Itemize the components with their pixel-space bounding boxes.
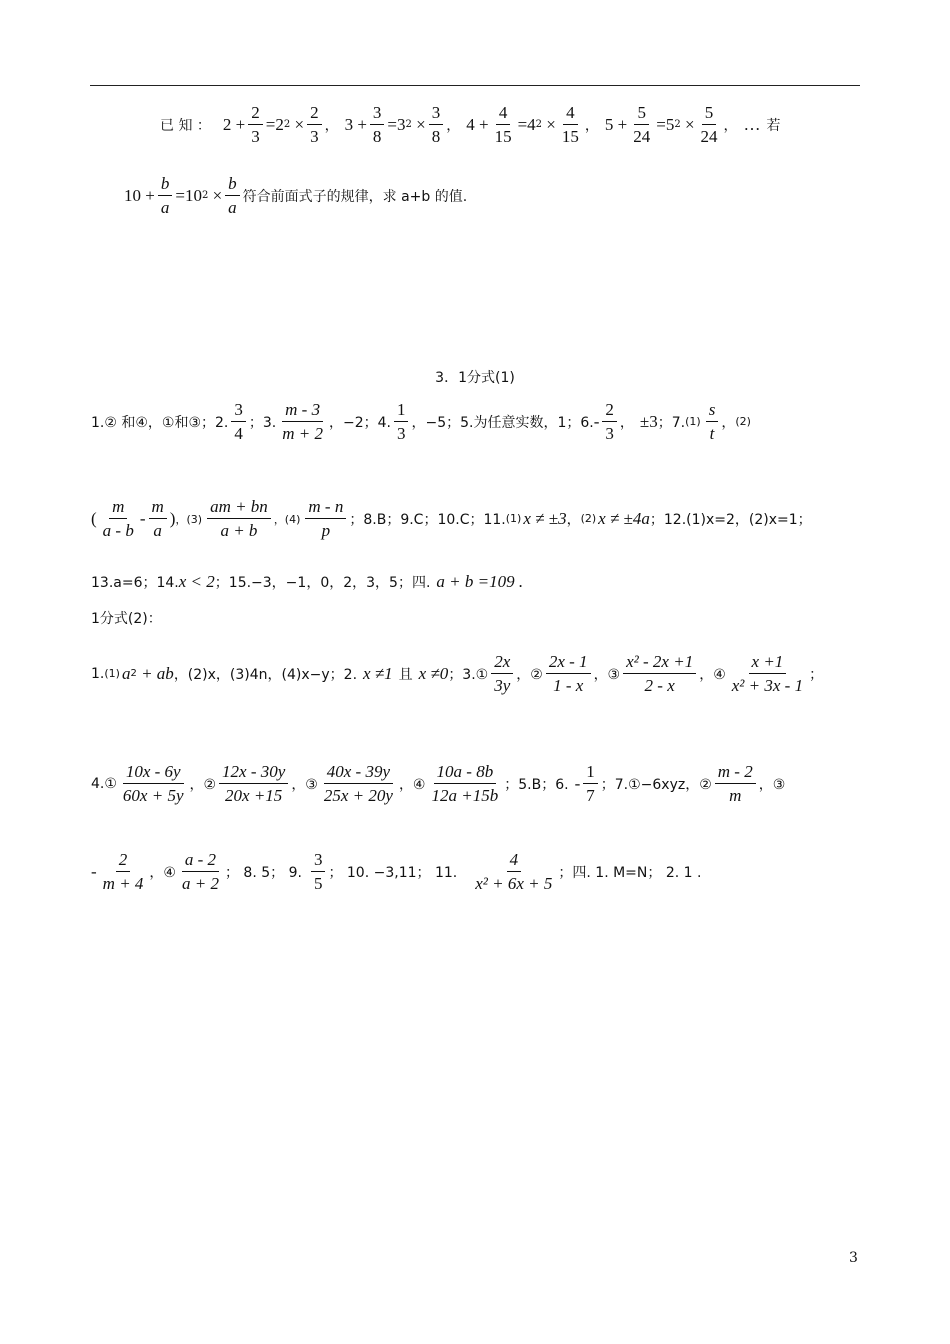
fraction: $\frac{4}{15}$ [561, 103, 579, 146]
ellipsis: … [743, 114, 761, 134]
fraction: $\frac{2x}{3y}$ [491, 652, 513, 695]
fraction: $\frac{10a - 8b}{12a +15b}$ [431, 762, 499, 805]
fraction: $\frac{5}{24}$ [700, 103, 718, 146]
answer-row: - $\frac{2}{m + 4}$ ，④ $\frac{a - 2}{a + 2}$ ； 8. 5； 9. $\frac{3}{5}$ ； 10. −3,11； 11. $\frac{4}{\text{x² + 6x + 5}}$ ；四. 1. M=N； 2. 1 . [91, 850, 702, 893]
problem-line-2: 10 + $\frac{b}{a}$ = 10 2 × $\frac{b}{a}$ 符合前面式子的规律，求 a+b 的值. [124, 174, 468, 217]
fraction: $\frac{x +1}{\text{x² + 3x - 1}}$ [731, 652, 804, 695]
fraction: $\frac{3}{8}$ [370, 103, 385, 146]
section-title-2: 1分式(2)： [91, 611, 162, 627]
fraction: $\frac{5}{24}$ [633, 103, 651, 146]
fraction: $\frac{2}{3}$ [248, 103, 263, 146]
fraction: $\frac{10x - 6y}{60x + 5y}$ [122, 762, 184, 805]
fraction: $\frac{m}{a}$ [149, 497, 167, 540]
answer-row: 13.a=6；14. x < 2 ；15.−3，−1，0，2，3，5；四. a + b =109 . [91, 572, 524, 591]
fraction: $\frac{a - 2}{a + 2}$ [181, 850, 219, 893]
fraction: $\frac{2}{3}$ [307, 103, 322, 146]
fraction: $\frac{4}{15}$ [494, 103, 512, 146]
problem-lead: 已 知 ： [160, 117, 211, 134]
fraction: $\frac{1}{3}$ [394, 400, 409, 443]
question-text: 符合前面式子的规律，求 a+b 的值. [242, 188, 468, 205]
fraction: $\frac{3}{4}$ [231, 400, 246, 443]
fraction: $\frac{m - 2}{m}$ [715, 762, 756, 805]
fraction: $\frac{\text{x² - 2x +1}}{2 - x}$ [623, 652, 696, 695]
section-title-1: 3．1分式(1) [435, 370, 515, 386]
fraction: $\frac{am + bn}{a + b}$ [207, 497, 271, 540]
fraction: $\frac{m}{a - b}$ [102, 497, 134, 540]
fraction: $\frac{2}{m + 4}$ [102, 850, 144, 893]
fraction: $\frac{b}{a}$ [158, 174, 173, 217]
answer-row: ( $\frac{m}{a - b}$ - $\frac{m}{a}$ ) ，(3) $\frac{am + bn}{a + b}$ ，(4) $\frac{m - n}{p}$ ；8.B；9.C；10.C；11. (1) x ≠ ±3 ， (2) x ≠ ±4a ；12.(1)x=2，(2)x=1； [91, 497, 812, 540]
fraction: $\frac{12x - 30y}{20x +15}$ [219, 762, 288, 805]
fraction: $\frac{b}{a}$ [225, 174, 240, 217]
fraction: $\frac{m - 3}{m + 2}$ [282, 400, 323, 443]
problem-line-1: 已 知 ： 2 + $\frac{2}{3}$ = 2 2 × $\frac{2}{3}$ ， 3 + $\frac{3}{8}$ = 3 2 × $\frac{3}{8}$ ， 4 + $\frac{4}{15}$ = 4 2 × $\frac{4}{15}$ ， 5 + $\frac{5}{24}$ = 5 2 × $\frac{5}{24}$ ， … 若 [160, 103, 781, 146]
answer-row: 1.② 和④，①和③；2. $\frac{3}{4}$ ；3. $\frac{m - 3}{m + 2}$ ，−2；4. $\frac{1}{3}$ ，−5；5.为任意实数，1；6. - $\frac{2}{3}$ ， ±3 ；7. (1) $\frac{s}{t}$ ， (2) [91, 400, 751, 443]
page-number: 3 [849, 1250, 858, 1266]
fraction: $\frac{4}{\text{x² + 6x + 5}}$ [475, 850, 553, 893]
fraction: $\frac{3}{5}$ [311, 850, 326, 893]
fraction: $\frac{40x - 39y}{25x + 20y}$ [323, 762, 393, 805]
fraction: $\frac{m - n}{p}$ [305, 497, 346, 540]
fraction: $\frac{s}{t}$ [706, 400, 719, 443]
answer-row: 4.① $\frac{10x - 6y}{60x + 5y}$ ，② $\frac{12x - 30y}{20x +15}$ ，③ $\frac{40x - 39y}{25x + 20y}$ ，④ $\frac{10a - 8b}{12a +15b}$ ；5.B；6. - $\frac{1}{7}$ ；7.①−6xyz，② $\frac{m - 2}{m}$ ，③ [91, 762, 786, 805]
fraction: $\frac{3}{8}$ [429, 103, 444, 146]
header-rule [90, 85, 860, 86]
answer-row: 1. (1) a 2 + ab ，(2)x，(3)4n，(4)x−y；2. x ≠1 且 x ≠0 ；3.① $\frac{2x}{3y}$ ，② $\frac{2x - 1}{1 - x}$ ，③ $\frac{\text{x² - 2x +1}}{2 - x}$ ，④ $\frac{x +1}{\text{x² + 3x - 1}}$ ； [91, 652, 824, 695]
fraction: $\frac{1}{7}$ [583, 762, 598, 805]
fraction: $\frac{2}{3}$ [602, 400, 617, 443]
fraction: $\frac{2x - 1}{1 - x}$ [546, 652, 591, 695]
